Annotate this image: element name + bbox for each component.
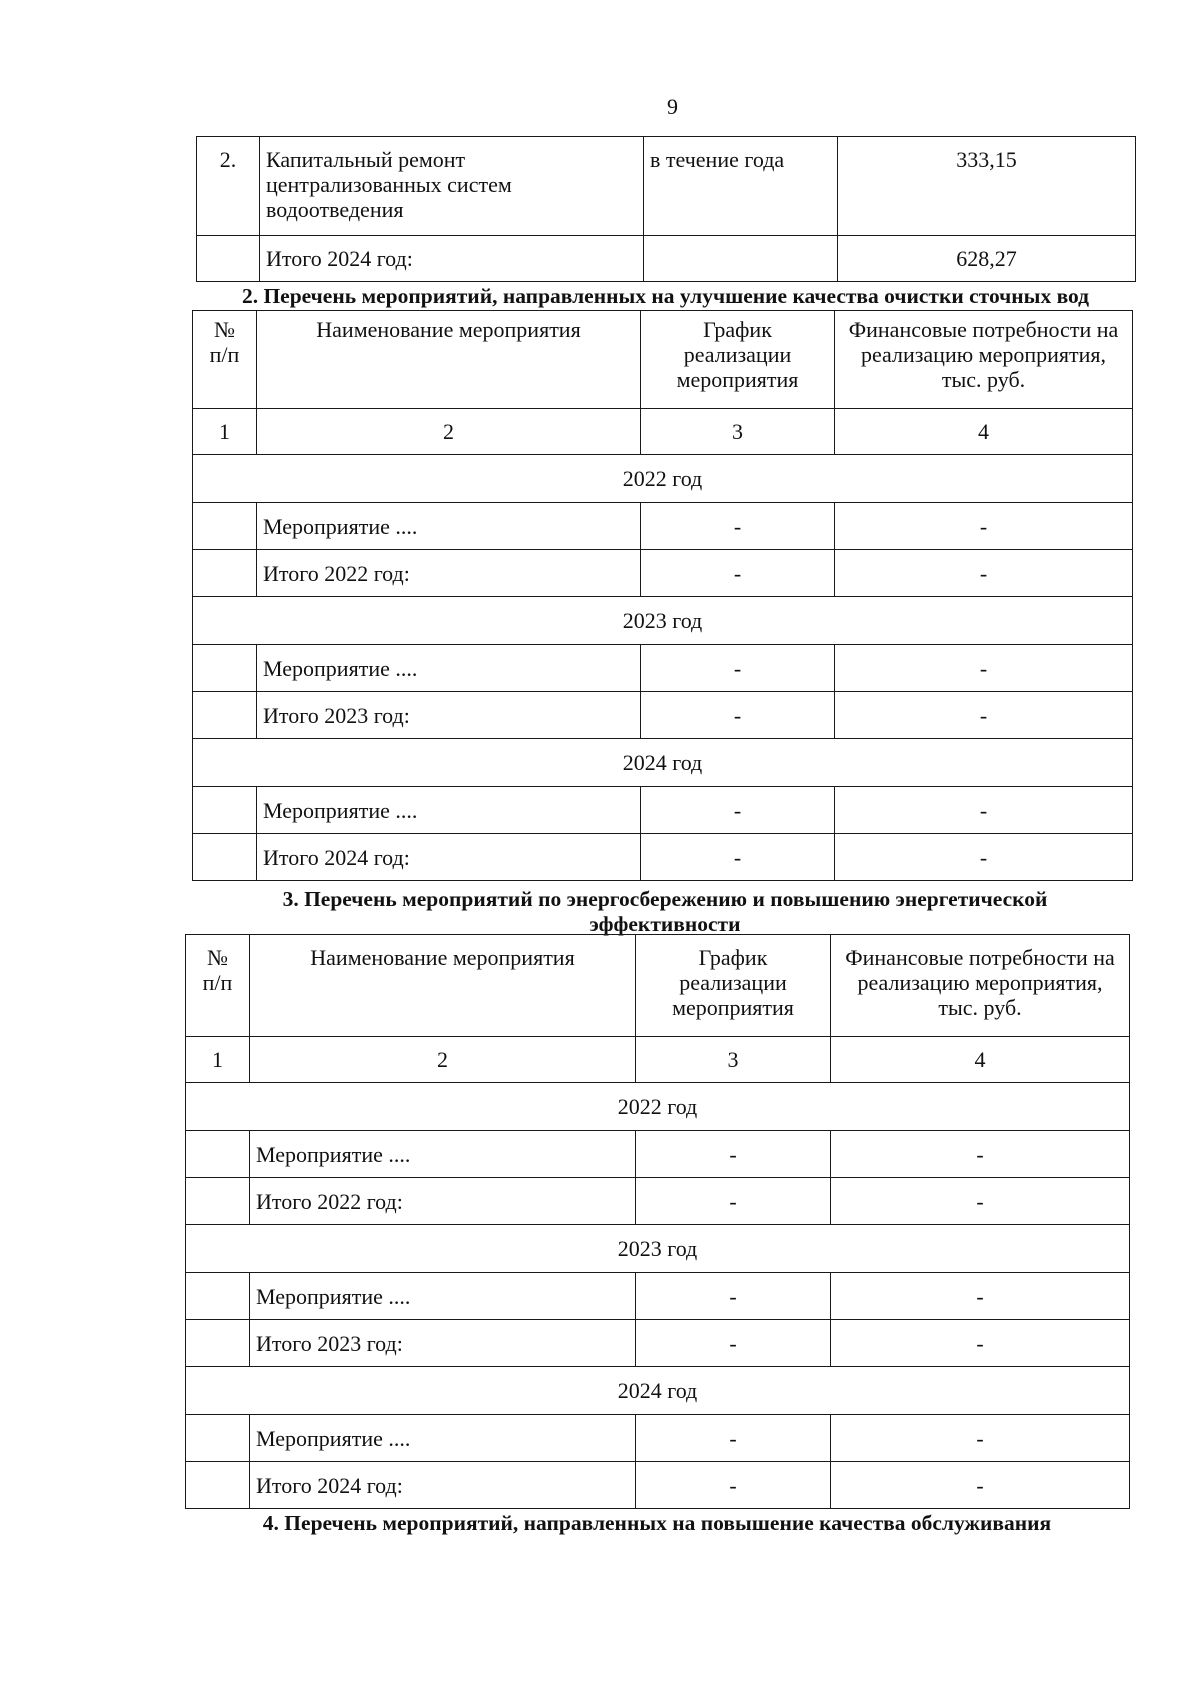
item-row [193, 645, 1133, 692]
item-label: Мероприятие .... [257, 503, 641, 550]
dash-cell: - [641, 692, 835, 739]
dash-cell: - [636, 1131, 831, 1178]
item-row [193, 787, 1133, 834]
header-name: Наименование мероприятия [257, 311, 641, 409]
page-number: 9 [667, 94, 678, 119]
year-label: 2022 год [193, 455, 1133, 503]
year-row [193, 455, 1133, 503]
dash-cell: - [636, 1462, 831, 1509]
dash-cell: - [641, 787, 835, 834]
header-name: Наименование мероприятия [250, 935, 636, 1037]
event-amount: 333,15 [838, 137, 1136, 236]
section-2-title: 2. Перечень мероприятий, направленных на улучшение качества очистки сточных вод [241, 284, 1090, 308]
dash-cell: - [636, 1178, 831, 1225]
header-row [186, 935, 1130, 1037]
item-label: Мероприятие .... [250, 1273, 636, 1320]
total-label: Итого 2024 год: [257, 834, 641, 881]
year-row [193, 739, 1133, 787]
total-row [193, 550, 1133, 597]
year-label: 2023 год [186, 1225, 1130, 1273]
year-row [186, 1367, 1130, 1415]
header-finance: Финансовые потребности на реализацию мероприятия, тыс. руб. [835, 311, 1133, 409]
item-label: Мероприятие .... [257, 645, 641, 692]
item-row [186, 1273, 1130, 1320]
top-table [196, 136, 1136, 282]
total-row [197, 236, 1136, 282]
dash-cell: - [831, 1178, 1130, 1225]
dash-cell: - [636, 1273, 831, 1320]
dash-cell: - [835, 645, 1133, 692]
dash-cell: - [835, 787, 1133, 834]
total-label: Итого 2022 год: [257, 550, 641, 597]
year-label: 2024 год [193, 739, 1133, 787]
dash-cell: - [831, 1131, 1130, 1178]
dash-cell: - [641, 834, 835, 881]
year-row [186, 1083, 1130, 1131]
section-4-title: 4. Перечень мероприятий, направленных на повышение качества обслуживания [262, 1511, 1052, 1535]
dash-cell: - [641, 503, 835, 550]
section-3-table [185, 934, 1130, 1509]
dash-cell: - [636, 1415, 831, 1462]
col-number: 3 [641, 409, 835, 455]
total-label: Итого 2022 год: [250, 1178, 636, 1225]
header-row [193, 311, 1133, 409]
header-num: № п/п [193, 311, 257, 409]
dash-cell: - [835, 503, 1133, 550]
year-label: 2024 год [186, 1367, 1130, 1415]
col-number: 2 [257, 409, 641, 455]
event-name: Капитальный ремонт централизованных систем водоотведения [260, 137, 644, 236]
header-num: № п/п [186, 935, 250, 1037]
col-number: 4 [831, 1037, 1130, 1083]
item-label: Мероприятие .... [250, 1131, 636, 1178]
col-number: 1 [193, 409, 257, 455]
item-label: Мероприятие .... [250, 1415, 636, 1462]
event-schedule: в течение года [644, 137, 838, 236]
total-label: Итого 2024 год: [260, 236, 644, 282]
dash-cell: - [831, 1273, 1130, 1320]
total-label: Итого 2023 год: [257, 692, 641, 739]
total-amount: 628,27 [838, 236, 1136, 282]
col-number: 1 [186, 1037, 250, 1083]
total-row [186, 1178, 1130, 1225]
dash-cell: - [831, 1415, 1130, 1462]
section-2-table [192, 310, 1133, 881]
col-number: 3 [636, 1037, 831, 1083]
header-finance: Финансовые потребности на реализацию мероприятия, тыс. руб. [831, 935, 1130, 1037]
year-row [193, 597, 1133, 645]
column-numbers-row [186, 1037, 1130, 1083]
dash-cell: - [641, 550, 835, 597]
item-label: Мероприятие .... [257, 787, 641, 834]
year-label: 2023 год [193, 597, 1133, 645]
dash-cell: - [831, 1320, 1130, 1367]
section-3-title: 3. Перечень мероприятий по энергосбережению и повышению энергетической эффективности [282, 887, 1048, 936]
dash-cell: - [835, 834, 1133, 881]
item-row [186, 1131, 1130, 1178]
col-number: 4 [835, 409, 1133, 455]
item-row [193, 503, 1133, 550]
total-row [186, 1320, 1130, 1367]
column-numbers-row [193, 409, 1133, 455]
year-row [186, 1225, 1130, 1273]
header-schedule: График реализации мероприятия [641, 311, 835, 409]
dash-cell: - [831, 1462, 1130, 1509]
year-label: 2022 год [186, 1083, 1130, 1131]
dash-cell: - [636, 1320, 831, 1367]
total-label: Итого 2024 год: [250, 1462, 636, 1509]
item-row [186, 1415, 1130, 1462]
dash-cell: - [835, 550, 1133, 597]
total-row [193, 692, 1133, 739]
dash-cell: - [641, 645, 835, 692]
row-number: 2. [197, 137, 260, 236]
total-label: Итого 2023 год: [250, 1320, 636, 1367]
dash-cell: - [835, 692, 1133, 739]
total-row [186, 1462, 1130, 1509]
col-number: 2 [250, 1037, 636, 1083]
table-row [197, 137, 1136, 236]
header-schedule: График реализации мероприятия [636, 935, 831, 1037]
total-row [193, 834, 1133, 881]
